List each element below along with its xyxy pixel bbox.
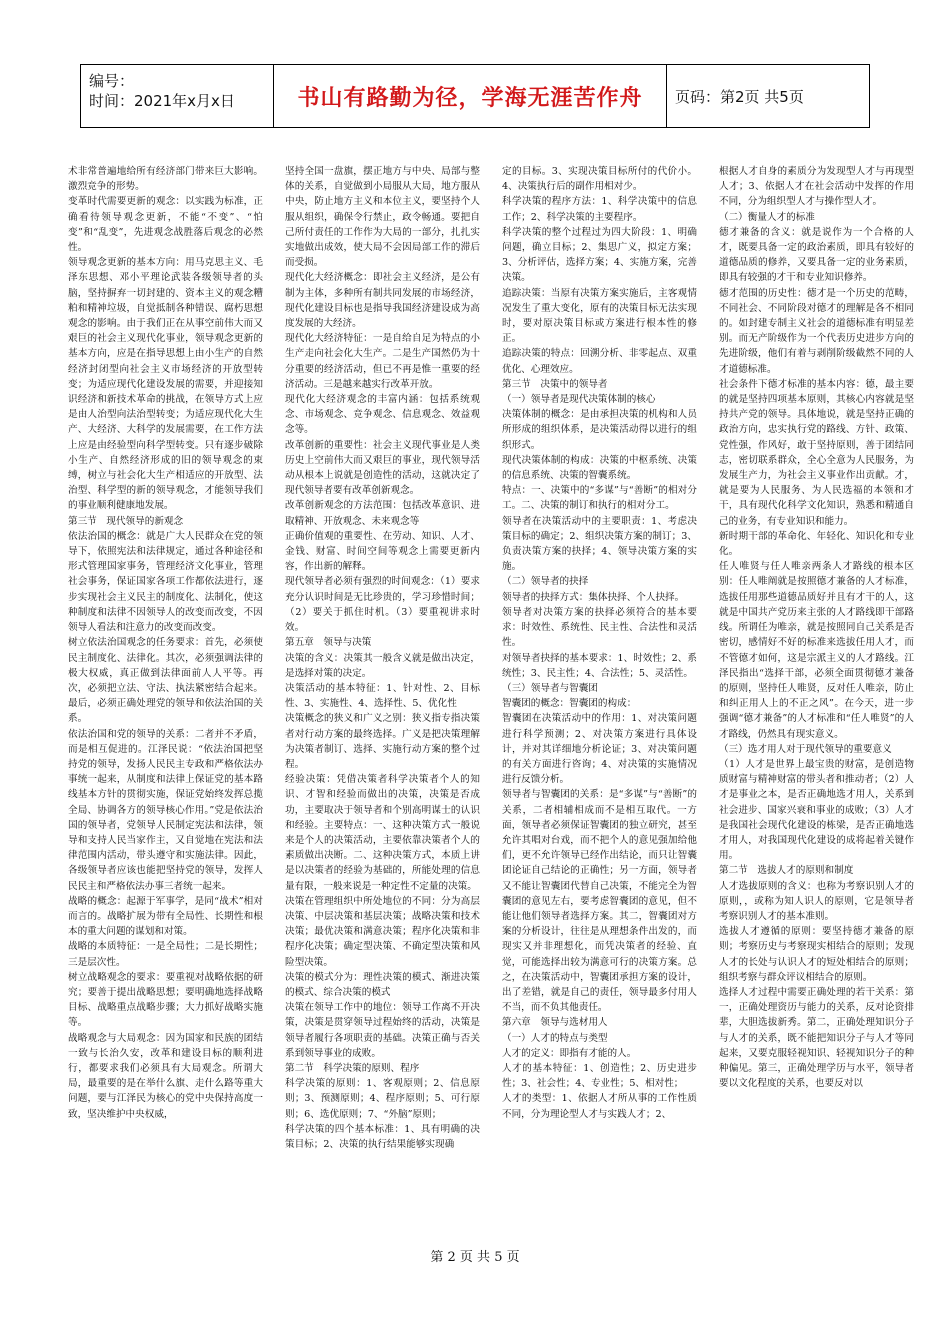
paragraph: 科学决策的四个基本标准：1、具有明确的决策目标；2、决策的执行结果能够实现确 [285, 1123, 480, 1150]
paragraph: 现代决策体制的构成：决策的中枢系统、决策的信息系统、决策的智囊系统。 [502, 454, 697, 482]
paragraph: 依法治国和党的领导的关系：二者并不矛盾，而是相互促进的。江泽民说：“依法治国把坚持党的领导，发扬人民民主专政和严格依法办事统一起来，从制度和法律上保证党的基本路线基本方针的贯彻实施，保证党始终发挥总揽全局、协调各方的领导核心作用。”党是依法治国的领导者，党领导人民制定宪法和法律，领导和支持人民当家作主，又自觉地在宪法和法律范围内活动，带头遵守和实施法律。因此，各级领导者应该也能把坚持党的领导，发挥人民民主和严格依法办事三者统一起来。 [68, 728, 263, 892]
paragraph: 坚持全国一盘旗，摆正地方与中央、局部与整体的关系，自觉做到小局服从大局，地方服从中央，防止地方主义和本位主义，要坚持个人服从组织，确保令行禁止，政令畅通。要把自己所付责任的工作作为大局的一部分，扎扎实实地做出成效，使大局不会因局部工作的滞后而受损。 [285, 166, 480, 269]
paragraph: 树立战略观念的要求：要重视对战略依据的研究；要善于提出战略思想；要明确地选择战略目标、战略重点战略步骤；大力抓好战略实施等。 [68, 971, 263, 1029]
paragraph: 决策概念的狭义和广义之别：狭义指专指决策者对行动方案的最终选择。广义是把决策理解为决策者制订、选择、实施行动方案的整个过程。 [285, 713, 480, 770]
paragraph: 领导者的抉择方式：集体抉择、个人抉择。 [502, 591, 685, 603]
paragraph: 人才的基本特征：1、创造性；2、历史进步性；3、社会性；4、专业性；5、相对性； [502, 1062, 697, 1090]
paragraph: 第六章 领导与选材用人 [502, 1017, 608, 1029]
paragraph: 任人唯贤与任人唯亲两条人才路线的根本区别：任人唯阐就是按照德才兼备的人才标准，选拔任用那些道德品质好并且有才干的人，这就是中国共产党历来主张的人才路线即干部路线。所谓任为唯亲，就是按照同自己关系是否密切，感情好不好的标准来选拔任用人才，而不管德才如何，这是宗派主义的人才路线。江泽民指出“选择干部，必须全面贯彻德才兼备的原则，坚持任人唯贤，反对任人唯亲，防止和纠正用人上的不正之风”。在今天，进一步强调“德才兼备”的人才标准和“任人唯贤”的人才路线，仍然具有现实意义。 [719, 561, 914, 740]
paragraph: 第三节 决策中的领导者 [502, 378, 608, 390]
paragraph: （一）人才的特点与类型 [502, 1032, 608, 1044]
paragraph: 德才范围的历史性：德才是一个历史的范畴，不同社会、不同阶段对德才的理解是各不相同的。如封建专制主义社会的道德标准有明显差别。而无产阶级作为一个代表历史进步方向的先进阶级，他们有着与剥削阶级截然不同的人才道德标准。 [719, 287, 914, 375]
paragraph: （一）领导者是现代决策体制的核心 [502, 394, 656, 406]
paragraph: （二）衡量人才的标准 [719, 211, 815, 223]
text-column-3 [502, 164, 697, 1244]
paragraph: 领导观念更新的基本方向：用马克思主义、毛泽东思想、邓小平理论武装各级领导者的头脑，坚持摒弃一切封建的、资本主义的观念糟粕和精神垃圾，自觉抵制各种错误、腐朽思想观念的影响。由于我们正在从事空前伟大而又艰巨的社会主义现代化事业，领导观念更新的基本方向，应是在指导思想上由小生产的自然经济封闭型向社会主义市场经济的开放型转变；为适应现代化建设发展的需要，并迎接知识经济和新技术革命的挑战，在领导方式上应是由人治型向法治型转变；为适应现代化大生产、大经济、大科学的发展需要，在工作方法上应是由经验型向科学型转变。只有逐步破除小生产、自然经济形成的旧的领导观念的束缚，树立与社会化大生产相适应的开放型、法治型、科学型的新的领导观念，才能领导我们的事业顺利健康地发展。 [68, 257, 263, 512]
motto-banner: 书山有路勤为径，学海无涯苦作舟 [274, 65, 667, 127]
paragraph: 人才选拔原则的含义：也称为考察识别人才的原则，，或称为知人识人的原则，它是领导者考察识别人才的基本准则。 [719, 880, 914, 922]
paragraph: 术非常普遍地给所有经济部门带来巨大影响。激烈竞争的形势。 [68, 166, 263, 193]
paragraph: 选拔人才遵循的原则：要坚持德才兼备的原则；考察历史与考察现实相结合的原则；发现人才的长处与认识人才的短处相结合的原则；组织考察与群众评议相结合的原则。 [719, 926, 914, 983]
paragraph: 决策体制的概念：是由承担决策的机构和人员所形成的组织体系，是决策活动得以进行的组织形式。 [502, 409, 697, 451]
paragraph: 现代领导者必须有强烈的时间观念：（1）要求充分认识时间是无比珍贵的，学习珍惜时间；（2）要关于抓住时机。（3）要重视讲求时效。 [285, 576, 480, 634]
paragraph: 社会条件下德才标准的基本内容：德，最主要的就是坚持四项基本原则，其核心内容就是坚持共产党的领导。具体地说，就是坚持正确的政治方向，忠实执行党的路线、方针、政策、党性强，作风好，敢于坚持原则，善于团结同志，密切联系群众，全心全意为人民服务，为发展生产力，为社会主义事业作出贡献。才，就是要为人民服务、为人民选福的本领和才干，具有现代化科学文化知识，熟悉和精通自己的业务，有专业知识和能力。 [719, 378, 914, 527]
text-column-2 [285, 164, 480, 1244]
paragraph: 科学决策的原则：1、客观原则；2、信息原则；3、预测原则；4、程序原则；5、可行原则；6、选优原则；7、“外脑”原则； [285, 1078, 480, 1120]
paragraph: 战略的概念：起源于军事学，是同“战术”相对而言的。战略扩展为带有全局性、长期性和根本的重大问题的谋划和对策。 [68, 895, 263, 938]
paragraph: 现代化大经济概念：即社会主义经济，是公有制为主体，多种所有制共同发展的市场经济，现代化建设目标也是指导我国经济建设成为高度发展的大经济。 [285, 272, 480, 330]
paragraph: 第五章 领导与决策 [285, 637, 372, 649]
text-column-1 [68, 164, 263, 1244]
paragraph: 现代化大经济特征：一是自给自足为特点的小生产走向社会化大生产。二是生产国然仍为十分重要的经济活动，但已不再是惟一重要的经济活动。三是越来越实行改革开放。 [285, 333, 480, 390]
paragraph: 决策活动的基本特征：1、针对性、2、目标性、3、实施性、4、选择性、5、优化性 [285, 682, 480, 710]
paragraph: 智囊团的概念：智囊团的构成： [502, 698, 637, 710]
paragraph: 对领导者抉择的基本要求：1、时效性；2、系统性；3、民主性；4、合法性；5、灵活性。 [502, 652, 697, 679]
time-label: 时间：2021年x月x日 [89, 92, 235, 110]
text-column-4 [719, 164, 914, 1244]
article-columns [68, 164, 914, 1244]
paragraph: （三）选才用人对于现代领导的重要意义 [719, 743, 892, 755]
paragraph: （二）领导者的抉择 [502, 576, 589, 588]
paragraph: 科学决策的程序方法：1、科学决策中的信息工作；2、科学决策的主要程序。 [502, 196, 697, 223]
paragraph: 决策在管理组织中所处地位的不同：分为高层决策、中层决策和基层决策；战略决策和技术决策；最优决策和满意决策；程序化决策和非程序化决策；确定型决策、不确定型决策和风险型决策。 [285, 895, 480, 968]
paragraph: 依法治国的概念：就是广大人民群众在党的领导下，依照宪法和法律规定，通过各种途径和形式管理国家事务，管理经济文化事业，管理社会事务，保证国家各项工作都依法进行，逐步实现社会主义民主的制度化、法制化，使这种制度和法律不因领导人的改变而改变，不因领导人看法和注意力的改变而改变。 [68, 530, 263, 634]
paragraph: 树立依法治国观念的任务要求：首先，必须使民主制度化、法律化。其次，必须强调法律的极大权威，真正做到法律面前人人平等。再次，必须把立法、守法、执法紧密结合起来。最后，必须正确处理党的领导和依法治国的关系。 [68, 637, 263, 725]
paragraph: 领导者对决策方案的抉择必须符合的基本要求：时效性、系统性、民主性、合法性和灵活性。 [502, 606, 697, 649]
paragraph: 改革创新观念的方法范围：包括改革意识、进取精神、开放观念、未来观念等 [285, 500, 480, 527]
paragraph: 科学决策的整个过程过为四大阶段：1、明确问题，确立目标；2、集思广义，拟定方案；3、分析评估，选择方案；4、实施方案，完善决策。 [502, 226, 697, 284]
paragraph: （1）人才是世界上最宝贵的财富，是创造物质财富与精神财富的带头者和推动者；（2）人才是事业之本，是否正确地选才用人，关系到社会进步、国家兴衰和事业的成败；（3）人才是我国社会现代化建设的栋梁，是否正确地选才用人，对我国现代化建设的成将起着关键作用。 [719, 758, 914, 862]
doc-number-label: 编号： [89, 72, 135, 90]
paragraph: 战略的本质特征：一是全局性；二是长期性；三是层次性。 [68, 941, 263, 968]
paragraph: 决策的模式分为：理性决策的模式、渐进决策的模式、综合决策的模式 [285, 971, 480, 998]
paragraph: 现代化大经济观念的丰富内涵：包括系统观念、市场观念、竞争观念、信息观念、效益观念等。 [285, 394, 480, 436]
paragraph: 特点：一、决策中的“多谋”与“善断”的相对分工。二、决策的制订和执行的相对分工。 [502, 485, 697, 512]
paragraph: 选择人才过程中需要正确处理的若干关系：第一，正确处理资历与能力的关系，反对论资排辈，大胆选拔新秀。第二，正确处理知识分子与人才的关系，既不能把知识分子与人才等同起来，又要克服轻视知识、轻视知识分子的种种偏见。第三，正确处理学历与水平，领导者要以文化程度的关系，也要反对以 [719, 986, 914, 1090]
paragraph: 决策的含义：决策其一般含义就是做出决定，是选择对策的决定。 [285, 652, 480, 679]
paragraph: 战略观念与大局观念：因为国家和民族的团结一致与长治久安，改革和建设目标的顺利进行，都要求我们必须具有大局观念。所谓大局，最重要的是在举什么旗、走什么路等重大问题，要与江泽民为核心的党中央保持高度一致，坚决维护中央权威， [68, 1032, 263, 1120]
paragraph: 第三节 现代领导的新观念 [68, 515, 184, 527]
paragraph: 第二节 选拔人才的原则和制度 [719, 865, 854, 877]
paragraph: 定的目标。3、实现决策目标所付的代价小。4、决策执行后的副作用相对少。 [502, 166, 697, 193]
paragraph: 决策在领导工作中的地位：领导工作离不开决策，决策是贯穿领导过程始终的活动，决策是领导者履行各项职责的基础。决策正确与否关系到领导事业的成败。 [285, 1002, 480, 1059]
paragraph: 追踪决策：当原有决策方案实施后，主客观情况发生了重大变化，原有的决策目标无法实现时，要对原决策目标或方案进行根本性的修正。 [502, 287, 697, 345]
paragraph: 经验决策：凭借决策者科学决策者个人的知识、才智和经验而做出的决策，决策是否成功，主要取决于领导者和个别高明谋士的认识和经验。主要特点：一、这种决策方式一般说来是个人的决策活动，主要依靠决策者个人的素质做出决断。二、这种决策方式，本质上讲是以决策者的经验为基础的，所能处理的信息量有限，一般来说是一种定性不定量的决策。 [285, 774, 480, 892]
header-meta-cell [81, 65, 274, 127]
page-indicator: 页码：第2页 共5页 [675, 87, 804, 106]
paragraph: 领导者与智囊团的关系：是“多谋”与“善断”的关系，二者相辅相成而不是相互取代。一方面，领导者必须保证智囊团的独立研究，甚至允许其唱对台戏，而不把个人的意见强加给他们，更不允许领导已经作出结论，而只让智囊团论证自己结论的正确性；另一方面，领导者又不能让智囊团代替自己决策，不能完全为智囊团的意见左右，要考虑智囊团的意见，但不能让他们领导者选择方案。其二，智囊团对方案的分析设计，往往是从理想条件出发的，而现实又并非理想化，而凭决策者的经验、直觉，可能选择出较为满意可行的决策方案。总之，在决策活动中，智囊团承担方案的设计，出了差错，就是自己的责任，领导最多付用人不当，而不负其他责任。 [502, 789, 697, 1014]
page-header [80, 64, 870, 128]
paragraph: 第二节 科学决策的原则、程序 [285, 1062, 420, 1074]
paragraph: 改革创新的重要性：社会主义现代事业是人类历史上空前伟大而又艰巨的事业，现代领导活动从根本上说就是创造性的活动，这就决定了现代领导者要有改革创新观念。 [285, 439, 480, 497]
page-footer: 第 2 页 共 5 页 [430, 1250, 520, 1265]
paragraph: 变革时代需要更新的观念：以实践为标准，正确看待领导观念更新，不能“不变”、“怕变”和“乱变”，先进观念战胜落后观念的必然性。 [68, 196, 263, 254]
paragraph: （三）领导者与智囊团 [502, 682, 598, 694]
paragraph: 新时期干部的革命化、年轻化、知识化和专业化。 [719, 530, 914, 558]
paragraph: 根据人才自身的素质分为发现型人才与再现型人才；3、依据人才在社会活动中发挥的作用不同，分为组织型人才与操作型人才。 [719, 166, 914, 208]
paragraph: 领导者在决策活动中的主要职责：1、考虑决策目标的确定；2、组织决策方案的制订；3、负责决策方案的抉择；4、领导决策方案的实施。 [502, 515, 697, 573]
paragraph: 追踪决策的特点：回溯分析、非零起点、双重优化、心理效应。 [502, 348, 697, 375]
paragraph: 人才的类型：1、依据人才所从事的工作性质不同，分为理论型人才与实践人才；2、 [502, 1093, 697, 1120]
paragraph: 人才的定义：即指有才能的人。 [502, 1047, 637, 1059]
paragraph: 正确价值观的重要性、在劳动、知识、人才、金钱、财富、时间空间等观念上需要更新内容，作出新的解释。 [285, 530, 480, 573]
paragraph: 德才兼备的含义：就是说作为一个合格的人才，既要具备一定的政治素质，即具有较好的道德品质的修养，又要具备一定的业务素质，即具有较强的才干和专业知识修养。 [719, 226, 914, 284]
paragraph: 智囊团在决策活动中的作用：1、对决策问题进行科学预测；2、对决策方案进行具体设计，并对其详细地分析论证；3、对决策问题的有关方面进行咨询；4、对决策的实施情况进行反馈分析。 [502, 713, 697, 786]
